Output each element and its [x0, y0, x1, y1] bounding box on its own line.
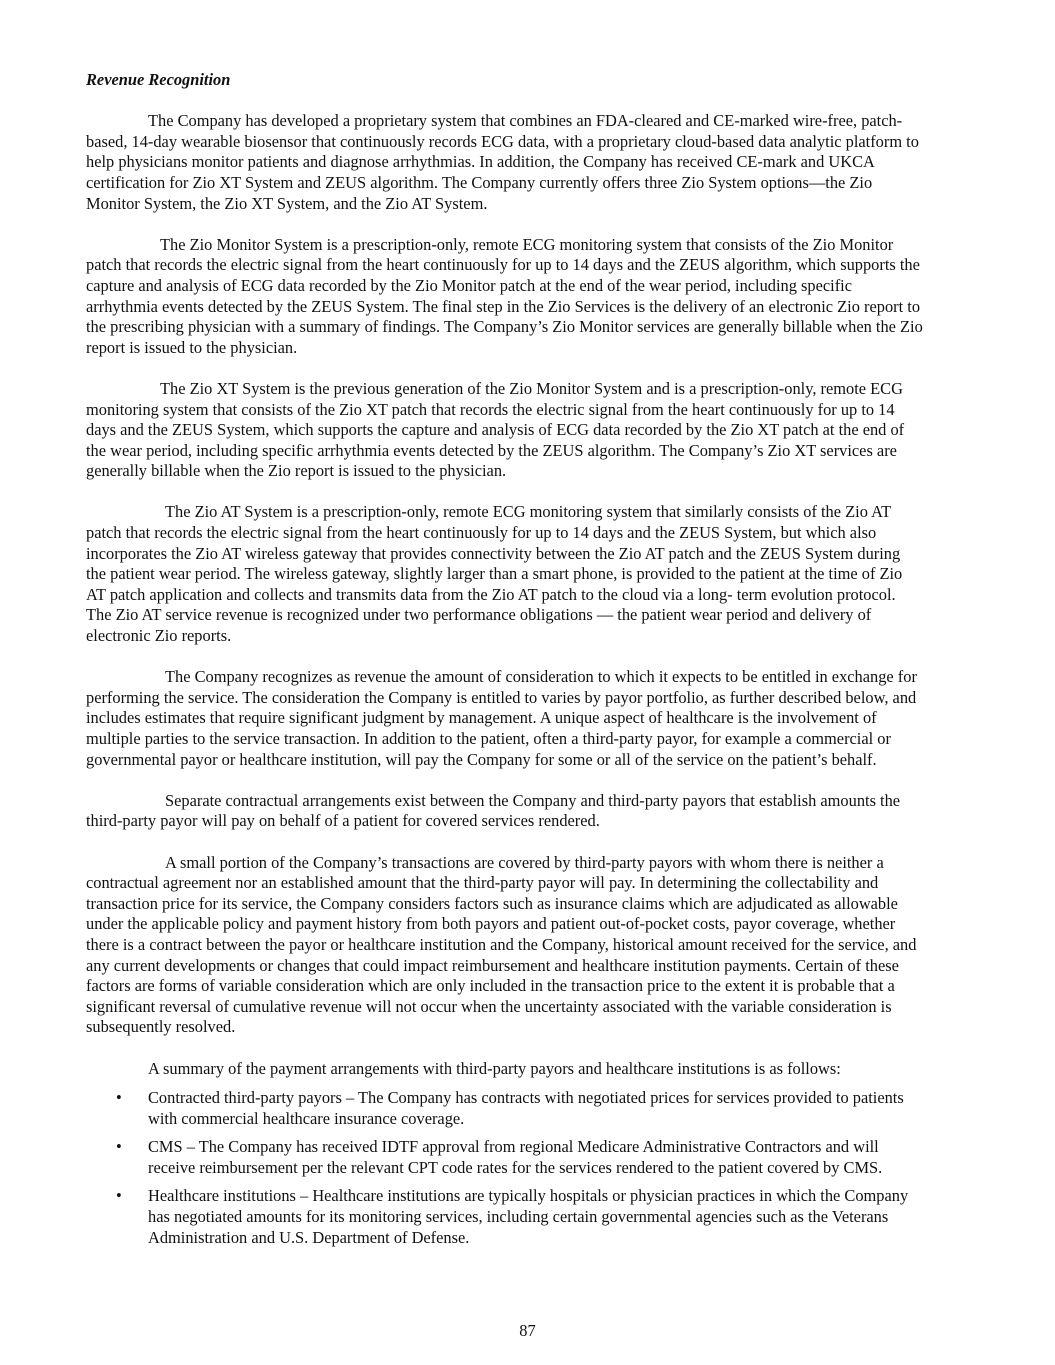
- paragraph: [86, 853, 976, 1038]
- text-line: The Zio XT System is the previous generation of the Zio Monitor System and is a prescription-only, remote ECG: [160, 378, 903, 398]
- text-line: monitoring system that consists of the Zio XT patch that records the electric signal from the heart continuously for up to 14: [86, 399, 895, 419]
- text-line: electronic Zio reports.: [86, 626, 232, 646]
- bullet-item: [86, 1186, 976, 1248]
- text-line: the wear period, including specific arrhythmia events detected by the ZEUS algorithm. The Company’s Zio XT services are: [86, 440, 897, 460]
- text-line: Monitor System, the Zio XT System, and the Zio AT System.: [86, 193, 488, 213]
- text-line: multiple parties to the service transaction. In addition to the patient, often a third-party payor, for example a commercial or: [86, 729, 891, 748]
- paragraph: [86, 791, 976, 832]
- text-line: A small portion of the Company’s transactions are covered by third-party payors with whom there is neither a: [165, 852, 884, 872]
- text-line: patch that records the electric signal from the heart continuously for up to 14 days and the ZEUS algorithm, which supports the: [86, 255, 920, 275]
- text-line: AT patch application and collects and transmits data from the Zio AT patch to the cloud via a long- term evolution protocol.: [86, 584, 896, 604]
- bullet-icon: •: [116, 1088, 122, 1108]
- bullet-item: [86, 1088, 976, 1129]
- text-line: The Zio AT service revenue is recognized under two performance obligations — the patient wear period and delivery of: [86, 605, 872, 625]
- section-heading: Revenue Recognition: [86, 70, 231, 89]
- paragraph: [86, 379, 976, 482]
- text-line: The Zio AT System is a prescription-only, remote ECG monitoring system that similarly consists of the Zio AT: [165, 502, 892, 522]
- text-line: incorporates the Zio AT wireless gateway that provides connectivity between the Zio AT patch and the ZEUS System during: [86, 543, 901, 563]
- paragraph: [86, 667, 976, 770]
- text-line: includes estimates that require significant judgment by management. A unique aspect of healthcare is the involvement of: [86, 708, 877, 728]
- paragraph: [86, 235, 976, 359]
- paragraph: [86, 502, 976, 646]
- text-line: Contracted third-party payors – The Company has contracts with negotiated prices for services provided to patients: [148, 1088, 904, 1108]
- text-line: there is a contract between the payor or healthcare institution and the Company, historical amount received for the service, and: [86, 934, 917, 954]
- text-line: The Company recognizes as revenue the amount of consideration to which it expects to be entitled in exchange for: [165, 667, 917, 687]
- bullet-icon: •: [116, 1186, 122, 1206]
- paragraph: [86, 111, 976, 214]
- text-line: has negotiated amounts for its monitoring services, including certain governmental agencies such as the Veterans: [148, 1207, 889, 1227]
- text-line: based, 14-day wearable biosensor that continuously records ECG data, with a proprietary cloud-based data analytic platform to: [86, 131, 919, 151]
- text-line: arrhythmia events detected by the ZEUS System. The final step in the Zio Services is the delivery of an electronic Zio report to: [86, 296, 921, 316]
- bullet-item: [86, 1137, 976, 1178]
- page-number: 87: [519, 1321, 536, 1340]
- text-line: performing the service. The consideration the Company is entitled to varies by payor portfolio, as further described below, and: [86, 687, 917, 707]
- text-line: subsequently resolved.: [86, 1017, 236, 1037]
- text-line: factors are forms of variable consideration which are only included in the transaction price to the extent it is probable that a: [86, 976, 895, 996]
- text-line: significant reversal of cumulative revenue will not occur when the uncertainty associated with the variable consideration is: [86, 996, 892, 1016]
- text-line: contractual agreement nor an established amount that the third-party payor will pay. In determining the collectability and: [86, 873, 879, 893]
- paragraphs: [86, 111, 976, 1079]
- document-body: [86, 70, 976, 1256]
- text-line: transaction price for its service, the Company considers factors such as insurance claims which are adjudicated as allowable: [86, 893, 898, 913]
- text-line: report is issued to the physician.: [86, 337, 298, 357]
- text-line: The Zio Monitor System is a prescription-only, remote ECG monitoring system that consists of the Zio Monitor: [160, 234, 894, 254]
- text-line: Separate contractual arrangements exist between the Company and third-party payors that establish amounts the: [165, 790, 901, 810]
- text-line: under the applicable policy and payment history from both payors and patient out-of-pocket costs, payor coverage, whether: [86, 914, 896, 934]
- text-line: CMS – The Company has received IDTF approval from regional Medicare Administrative Contractors and will: [148, 1137, 879, 1157]
- text-line: the prescribing physician with a summary of findings. The Company’s Zio Monitor services are generally billable when the Zio: [86, 317, 923, 337]
- text-line: any current developments or changes that could impact reimbursement and healthcare institution payments. Certain of these: [86, 955, 899, 975]
- text-line: generally billable when the Zio report is issued to the physician.: [86, 461, 507, 481]
- text-line: receive reimbursement per the relevant CPT code rates for the services rendered to the patient covered by CMS.: [148, 1157, 883, 1177]
- text-line: certification for Zio XT System and ZEUS algorithm. The Company currently offers three Zio System options—the Zio: [86, 172, 873, 192]
- text-line: third-party payor will pay on behalf of a patient for covered services rendered.: [86, 811, 600, 831]
- text-line: The Company has developed a proprietary system that combines an FDA-cleared and CE-marked wire-free, patch-: [148, 111, 903, 131]
- text-line: the patient wear period. The wireless gateway, slightly larger than a smart phone, is provided to the patient at the time of Zio: [86, 564, 903, 584]
- text-line: A summary of the payment arrangements with third-party payors and healthcare institutions is as follows:: [148, 1058, 841, 1078]
- text-line: help physicians monitor patients and diagnose arrhythmias. In addition, the Company has received CE-mark and UKCA: [86, 152, 875, 172]
- bullet-icon: •: [116, 1137, 122, 1157]
- text-line: with commercial healthcare insurance coverage.: [148, 1108, 465, 1128]
- text-line: capture and analysis of ECG data recorded by the Zio Monitor patch at the end of the wear period, including specific: [86, 275, 852, 295]
- text-line: governmental payor or healthcare institution, will pay the Company for some or all of the service on the patient’s behalf.: [86, 749, 877, 769]
- text-line: Healthcare institutions – Healthcare institutions are typically hospitals or physician practices in which the Company: [148, 1186, 909, 1206]
- text-line: days and the ZEUS System, which supports the capture and analysis of ECG data recorded by the Zio XT patch at the end of: [86, 420, 905, 440]
- text-line: Administration and U.S. Department of Defense.: [148, 1227, 470, 1247]
- text-line: patch that records the electric signal from the heart continuously for up to 14 days and the ZEUS System, but which also: [86, 523, 877, 543]
- paragraph: [86, 1059, 976, 1080]
- bullet-list: [86, 1088, 976, 1248]
